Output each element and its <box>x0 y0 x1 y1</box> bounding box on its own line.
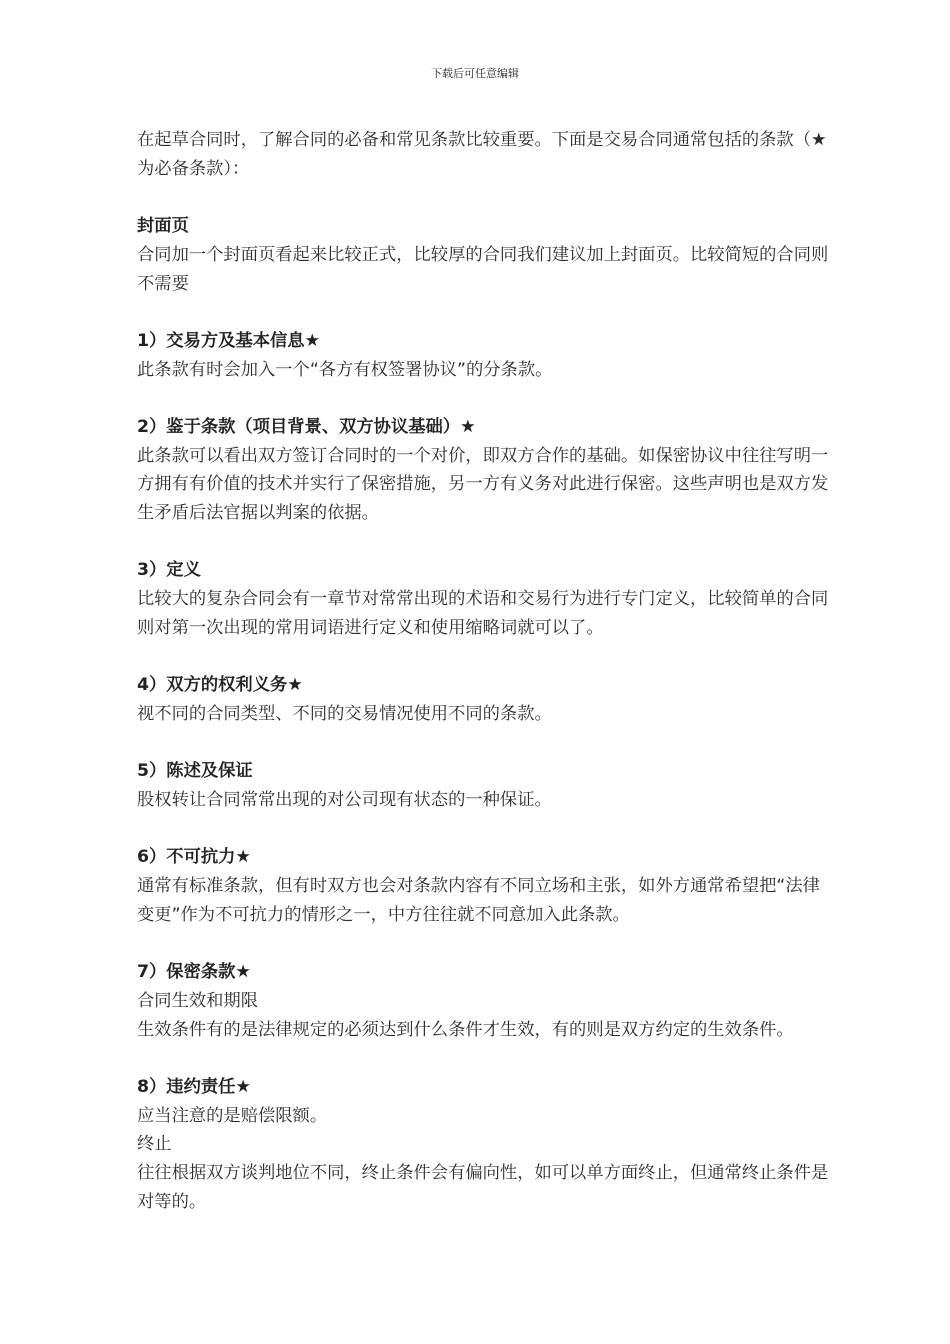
page-header: 下载后可任意编辑 <box>431 67 519 80</box>
cover-heading: 封面页 <box>137 216 189 237</box>
section-7-heading: 7）保密条款★ <box>137 962 251 983</box>
section-5-body: 股权转让合同常常出现的对公司现有状态的一种保证。 <box>137 790 552 811</box>
section-8-body: 应当注意的是赔偿限额。 <box>137 1105 328 1126</box>
section-2-body: 此条款可以看出双方签订合同时的一个对价，即双方合作的基础。如保密协议中往往写明一方拥有有价值的技术并实行了保密措施，另一方有义务对此进行保密。这些声明也是双方发生矛盾后法官据以判案的依据。 <box>137 445 829 524</box>
section-4-heading: 4）双方的权利义务★ <box>137 675 303 696</box>
section-6-heading: 6）不可抗力★ <box>137 847 251 868</box>
intro-paragraph: 在起草合同时，了解合同的必备和常见条款比较重要。下面是交易合同通常包括的条款（★为必备条款）： <box>137 130 827 179</box>
section-8-heading: 8）违约责任★ <box>137 1077 251 1098</box>
section-1-heading: 1）交易方及基本信息★ <box>137 330 321 351</box>
document-body <box>137 126 829 1217</box>
section-1-body: 此条款有时会加入一个“各方有权签署协议”的分条款。 <box>137 359 553 380</box>
section-4-body: 视不同的合同类型、不同的交易情况使用不同的条款。 <box>137 703 552 724</box>
section-7-subheading: 合同生效和期限 <box>137 990 258 1011</box>
cover-body: 合同加一个封面页看起来比较正式，比较厚的合同我们建议加上封面页。比较简短的合同则不需要 <box>137 244 829 294</box>
section-2-heading: 2）鉴于条款（项目背景、双方协议基础）★ <box>137 416 476 437</box>
section-3-heading: 3）定义 <box>137 560 201 581</box>
section-8-body-2: 往往根据双方谈判地位不同，终止条件会有偏向性，如可以单方面终止，但通常终止条件是对等的。 <box>137 1163 829 1212</box>
section-6-body: 通常有标准条款，但有时双方也会对条款内容有不同立场和主张，如外方通常希望把“法律变更”作为不可抗力的情形之一，中方往往就不同意加入此条款。 <box>137 876 820 925</box>
section-3-body: 比较大的复杂合同会有一章节对常常出现的术语和交易行为进行专门定义，比较简单的合同则对第一次出现的常用词语进行定义和使用缩略词就可以了。 <box>137 589 829 638</box>
section-7-body: 生效条件有的是法律规定的必须达到什么条件才生效，有的则是双方约定的生效条件。 <box>137 1019 794 1040</box>
section-8-subheading: 终止 <box>137 1134 172 1155</box>
section-5-heading: 5）陈述及保证 <box>137 761 253 782</box>
